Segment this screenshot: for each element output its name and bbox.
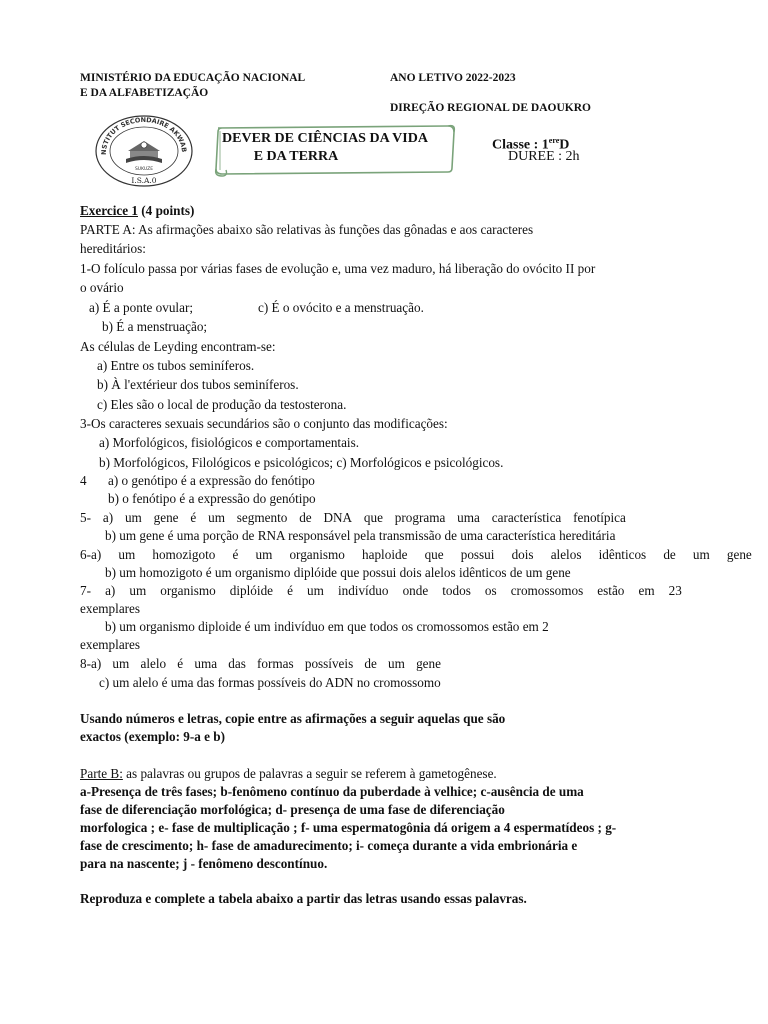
q2-option-a: a) Entre os tubos seminíferos. [97, 358, 255, 373]
exercise-title: Exercice 1 (4 points) [80, 203, 195, 218]
q6-option-b: b) um homozigoto é um organismo diplóide que possui dois alelos idênticos de um gene [105, 565, 571, 580]
logo-abbr: I.S.A.0 [131, 176, 157, 185]
ministry-line1: MINISTÉRIO DA EDUCAÇÃO NACIONAL [80, 72, 306, 84]
ministry-line2: E DA ALFABETIZAÇÃO [80, 87, 209, 99]
q8-option-c: c) um alelo é uma das formas possíveis do ADN no cromossomo [99, 675, 441, 690]
regional-direction: DIREÇÃO REGIONAL DE DAOUKRO [390, 102, 591, 114]
q2-option-b: b) À l'extérieur dos tubos seminíferos. [97, 377, 299, 392]
q1-option-c: c) É o ovócito e a menstruação. [258, 300, 424, 315]
q4-option-a: a) o genótipo é a expressão do fenótipo [108, 473, 315, 488]
q3-option-b: b) Morfológicos, Filológicos e psicológicos; c) Morfológicos e psicológicos. [99, 455, 504, 470]
duration: DUREE : 2h [508, 149, 580, 164]
question-2: As células de Leyding encontram-se: [80, 339, 276, 354]
class-label: Classe : 1ereD [492, 136, 570, 153]
parte-b-line5: para na nascente; j - fenômeno descontínuo. [80, 856, 328, 871]
q2-option-c: c) Eles são o local de produção da testosterona. [97, 397, 347, 412]
parte-a-intro-cont: hereditários: [80, 241, 146, 256]
q1-option-b: b) É a menstruação; [102, 319, 208, 334]
instruction-line2: exactos (exemplo: 9-a e b) [80, 729, 226, 744]
parte-b-line1: a-Presença de três fases; b-fenômeno contínuo da puberdade à velhice; c-ausência de uma [80, 784, 584, 799]
question-5: 5- a) um gene é um segmento de DNA que programa uma característica fenotípica [80, 510, 626, 525]
parte-b-line2: fase de diferenciação morfológica; d- presença de uma fase de diferenciação [80, 802, 505, 817]
final-instruction: Reproduza e complete a tabela abaixo a partir das letras usando essas palavras. [80, 891, 527, 906]
school-year: ANO LETIVO 2022-2023 [390, 72, 516, 84]
question-6: 6-a) um homozigoto é um organismo haploide que possui dois alelos idênticos de um gene [80, 547, 752, 562]
q4-option-b: b) o fenótipo é a expressão do genótipo [108, 491, 316, 506]
question-7-cont: exemplares [80, 601, 141, 616]
title-banner [212, 122, 456, 180]
banner-title-line1: DEVER DE CIÊNCIAS DA VIDA [222, 131, 428, 146]
banner-title-line2: E DA TERRA [253, 149, 339, 164]
q7-option-b-cont: exemplares [80, 637, 141, 652]
parte-b-line4: fase de crescimento; h- fase de amadurecimento; i- começa durante a vida embrionária e [80, 838, 578, 853]
parte-b-intro: Parte B: as palavras ou grupos de palavras a seguir se referem à gametogênese. [80, 766, 497, 781]
q3-option-a: a) Morfológicos, fisiológicos e comportamentais. [99, 435, 360, 450]
question-4-number: 4 [80, 473, 87, 488]
question-1-cont: o ovário [80, 280, 124, 295]
q7-option-b: b) um organismo diploide é um indivíduo em que todos os cromossomos estão em 2 [105, 619, 549, 634]
school-logo [92, 113, 196, 189]
question-8: 8-a) um alelo é uma das formas possíveis de um gene [80, 656, 441, 671]
question-7: 7- a) um organismo diplóide é um indivíduo onde todos os cromossomos estão em 23 [80, 583, 682, 598]
parte-b-line3: morfologica ; e- fase de multiplicação ; f- uma espermatogônia dá origem a 4 espermatídeos ; g- [80, 820, 617, 835]
logo-motto: SUKUZE [134, 167, 154, 172]
instruction-line1: Usando números e letras, copie entre as afirmações a seguir aquelas que são [80, 711, 506, 726]
question-3: 3-Os caracteres sexuais secundários são o conjunto das modificações: [80, 416, 448, 431]
question-1: 1-O folículo passa por várias fases de evolução e, uma vez maduro, há liberação do ovócito II por [80, 261, 596, 276]
parte-a-intro: PARTE A: As afirmações abaixo são relativas às funções das gônadas e aos caracteres [80, 222, 534, 237]
logo-ring-text: NSTITUT SECONDAIRE AKWAB [99, 115, 189, 156]
q1-option-a: a) É a ponte ovular; [89, 300, 193, 315]
q5-option-b: b) um gene é uma porção de RNA responsável pela transmissão de uma característica hereditária [105, 528, 616, 543]
